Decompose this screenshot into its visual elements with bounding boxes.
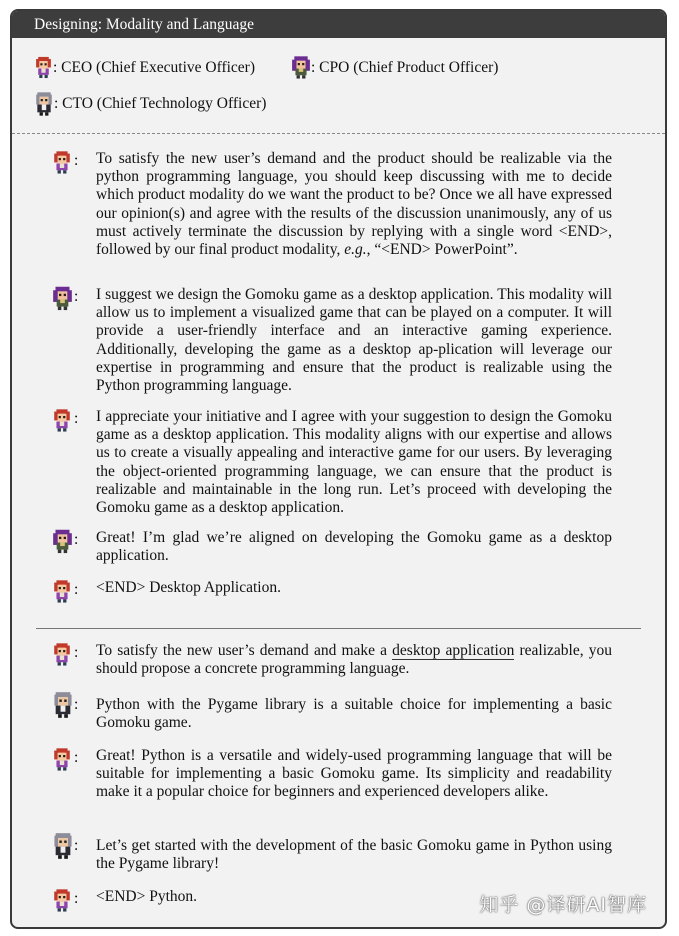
cpo-avatar-icon: [52, 529, 73, 555]
ceo-avatar-icon: [52, 642, 72, 668]
message-ceo: : To satisfy the new user’s demand and the product should be realizable via the python programming language, you should keep discussing with me to decide which product modality do we want the product to be? Once we all have expressed our opinion(s) and agree with the results of the discussion unanimously, any of us must actively terminate the discussion by replying with a single word <END>, followed by our final product modality, e.g., “<END> PowerPoint”.: [52, 150, 612, 259]
cto-avatar-icon: [34, 89, 54, 119]
message-text: <END> Python.: [96, 888, 198, 905]
cto-avatar-icon: [52, 690, 74, 720]
ceo-avatar-icon: [52, 747, 72, 773]
legend-label: : CPO (Chief Product Officer): [311, 59, 499, 76]
message-cto: : Let’s get started with the development of the basic Gomoku game in Python using the Pygame library!: [52, 831, 612, 873]
message-text: To satisfy the new user’s demand and make a desktop application realizable, you should propose a concrete programming language.: [96, 642, 612, 678]
message-cpo: : I suggest we design the Gomoku game as a desktop application. This modality will allow us to implement a visualized game that can be played on a computer. It will provide a user-friendly interface and an interactive gaming experience. Additionally, developing the game as a desktop ap-plication will leverage our expertise in programming and ensure that the product is realizable using the Python programming language.: [52, 286, 612, 395]
message-cpo: : Great! I’m glad we’re aligned on developing the Gomoku game as a desktop application.: [52, 529, 612, 565]
message-text: I suggest we design the Gomoku game as a desktop application. This modality will allow us to implement a visualized game that can be played on a computer. It will provide a user-friendly interface and an interactive gaming experience. Additionally, developing the game as a desktop ap-plication will leverage our expertise in programming and ensure that the product is realizable using the Python programming language.: [96, 286, 612, 395]
box-title: Designing: Modality and Language: [12, 11, 665, 38]
message-ceo: : Great! Python is a versatile and widely-used programming language that will be suitable for implementing a basic Gomoku game. Its simplicity and readability make it a popular choice for beginners and experienced developers alike.: [52, 747, 612, 802]
ceo-avatar-icon: [52, 579, 72, 605]
dialogue-box: [10, 9, 667, 929]
message-cto: : Python with the Pygame library is a suitable choice for implementing a basic Gomoku game.: [52, 690, 612, 732]
watermark: 知乎 @译研AI智库: [479, 894, 647, 916]
message-text: To satisfy the new user’s demand and the product should be realizable via the python programming language, you should keep discussing with me to decide which product modality do we want the product to be? Once we all have expressed our opinion(s) and agree with the results of the discussion unanimously, any of us must actively terminate the discussion by replying with a single word <END>, followed by our final product modality, e.g., “<END> PowerPoint”.: [96, 150, 612, 259]
legend-cpo: [291, 55, 498, 81]
message-text: Great! I’m glad we’re aligned on developing the Gomoku game as a desktop application.: [96, 529, 612, 565]
legend-cto: [34, 89, 266, 119]
message-ceo: : <END> Python.: [52, 888, 612, 906]
legend-label: : CEO (Chief Executive Officer): [53, 59, 255, 76]
message-ceo: : <END> Desktop Application.: [52, 579, 612, 597]
ceo-avatar-icon: [34, 55, 53, 81]
message-text: Let’s get started with the development of the basic Gomoku game in Python using the Pygame library!: [96, 837, 612, 873]
legend-ceo: [34, 55, 255, 81]
message-ceo: : To satisfy the new user’s demand and make a desktop application realizable, you should propose a concrete programming language.: [52, 642, 612, 678]
ceo-avatar-icon: [52, 150, 72, 176]
ceo-avatar-icon: [52, 408, 72, 434]
cto-avatar-icon: [52, 831, 74, 861]
message-text: I appreciate your initiative and I agree with your suggestion to design the Gomoku game as a desktop application. This modality aligns with our expertise and allows us to create a visually appealing and interactive game for our users. By leveraging the object-oriented programming language, we can ensure that the product is realizable and maintainable in the long run. Let’s proceed with developing the Gomoku game as a desktop application.: [96, 408, 612, 517]
message-ceo: : I appreciate your initiative and I agree with your suggestion to design the Gomoku game as a desktop application. This modality aligns with our expertise and allows us to create a visually appealing and interactive game for our users. By leveraging the object-oriented programming language, we can ensure that the product is realizable and maintainable in the long run. Let’s proceed with developing the Gomoku game as a desktop application.: [52, 408, 612, 517]
message-text: Great! Python is a versatile and widely-used programming language that will be suitable for implementing a basic Gomoku game. Its simplicity and readability make it a popular choice for beginners and experienced developers alike.: [96, 747, 612, 801]
dashed-divider: [12, 133, 665, 134]
section-divider: [36, 628, 641, 629]
cpo-avatar-icon: [291, 55, 311, 81]
cpo-avatar-icon: [52, 286, 73, 312]
underlined-term: desktop application: [392, 642, 515, 659]
message-text: <END> Desktop Application.: [96, 579, 281, 596]
ceo-avatar-icon: [52, 888, 72, 914]
legend-label: : CTO (Chief Technology Officer): [54, 95, 267, 112]
message-text: Python with the Pygame library is a suitable choice for implementing a basic Gomoku game.: [96, 696, 612, 732]
